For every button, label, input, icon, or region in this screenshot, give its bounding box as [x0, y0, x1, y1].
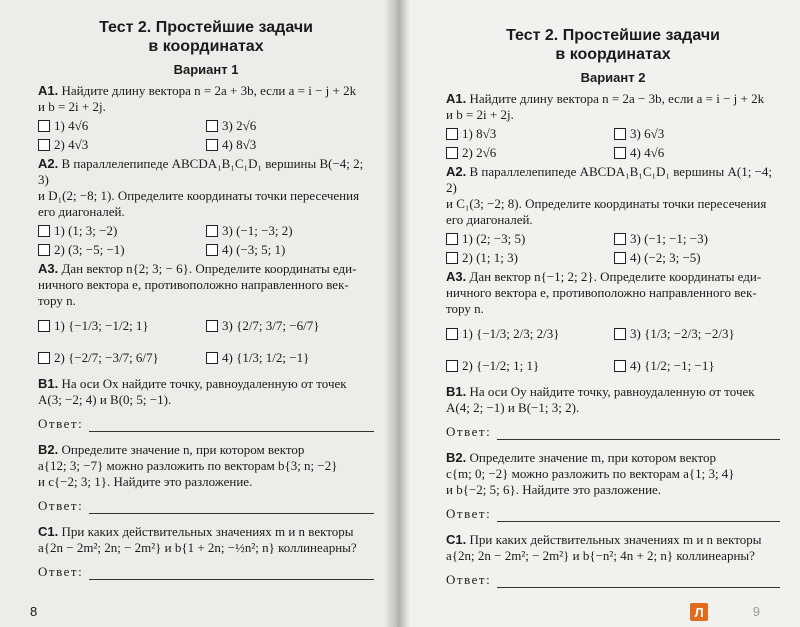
page-title: Тест 2. Простейшие задачи в координатах [506, 27, 720, 63]
task-a3 [38, 261, 374, 373]
answer-option[interactable]: 3) {2/7; 3/7; −6/7} [206, 311, 374, 341]
task-text: Найдите длину вектора n = 2a − 3b, если a = i − j + 2k [469, 91, 765, 106]
answer-option[interactable]: 4) 8√3 [206, 136, 374, 153]
task-text: В параллелепипеде ABCDA₁B₁C₁D₁ вершины B(−4; 2; 3) [38, 156, 364, 187]
answer-field[interactable]: Ответ: [446, 506, 780, 522]
task-text: ничного вектора e, противоположно направленного век- [38, 277, 349, 292]
task-label: A2. [446, 164, 467, 179]
checkbox[interactable] [446, 128, 458, 140]
task-text: c{m; 0; −2} можно разложить по векторам a{1; 3; 4} [446, 466, 735, 481]
task-label: A3. [38, 261, 59, 276]
task-label: A1. [446, 91, 467, 106]
checkbox[interactable] [38, 352, 50, 364]
variant-heading: Вариант 2 [580, 70, 646, 85]
checkbox[interactable] [38, 139, 50, 151]
task-label: B1. [446, 384, 467, 399]
book-gutter [384, 0, 410, 627]
answer-option[interactable]: 2) (3; −5; −1) [38, 241, 206, 258]
answer-option[interactable]: 2) (1; 1; 3) [446, 249, 614, 266]
task-text: A(4; 2; −1) и B(−1; 3; 2). [446, 400, 580, 415]
answer-option[interactable]: 2) 4√3 [38, 136, 206, 153]
left-page [0, 0, 396, 627]
task-b2 [446, 450, 780, 522]
page-number: 8 [30, 604, 38, 619]
task-text: и c{−2; 3; 1}. Найдите это разложение. [38, 474, 253, 489]
answer-option[interactable]: 4) (−3; 5; 1) [206, 241, 374, 258]
task-text: Дан вектор n{2; 3; − 6}. Определите координаты еди- [61, 261, 357, 276]
task-b1 [446, 384, 780, 440]
task-text: его диагоналей. [446, 212, 533, 227]
task-b2 [38, 442, 374, 514]
task-label: C1. [38, 524, 59, 539]
answer-option[interactable]: 1) {−1/3; 2/3; 2/3} [446, 319, 614, 349]
variant-heading: Вариант 1 [173, 62, 239, 77]
task-label: C1. [446, 532, 467, 547]
answer-option[interactable]: 1) 4√6 [38, 117, 206, 134]
checkbox[interactable] [446, 147, 458, 159]
answer-option[interactable]: 4) {1/3; 1/2; −1} [206, 343, 374, 373]
task-label: A3. [446, 269, 467, 284]
task-text: Определите значение n, при котором вектор [61, 442, 305, 457]
checkbox[interactable] [38, 244, 50, 256]
answer-field[interactable]: Ответ: [38, 498, 374, 514]
task-text: При каких действительных значениях m и n векторы [61, 524, 354, 539]
answer-option[interactable]: 2) 2√6 [446, 144, 614, 161]
checkbox[interactable] [446, 233, 458, 245]
task-text: a{2n; 2n − 2m²; − 2m²} и b{−n²; 4n + 2; n} коллинеарны? [446, 548, 755, 563]
answer-option[interactable]: 1) (1; 3; −2) [38, 222, 206, 239]
right-page [396, 0, 800, 627]
checkbox[interactable] [446, 328, 458, 340]
answer-field[interactable]: Ответ: [446, 424, 780, 440]
task-a2 [446, 164, 780, 266]
task-text: В параллелепипеде ABCDA₁B₁C₁D₁ вершины A(1; −4; 2) [446, 164, 773, 195]
task-label: B2. [446, 450, 467, 465]
answer-option[interactable]: 3) {1/3; −2/3; −2/3} [614, 319, 780, 349]
answer-option[interactable]: 3) 6√3 [614, 125, 780, 142]
answer-option[interactable]: 4) (−2; 3; −5) [614, 249, 780, 266]
page-title: Тест 2. Простейшие задачи в координатах [99, 19, 313, 55]
answer-option[interactable]: 1) (2; −3; 5) [446, 230, 614, 247]
answer-option[interactable]: 4) 4√6 [614, 144, 780, 161]
task-text: и b = 2i + 2j. [446, 107, 514, 122]
publisher-logo-icon: Л [690, 603, 708, 621]
task-text: и b = 2i + 2j. [38, 99, 106, 114]
task-label: A2. [38, 156, 59, 171]
answer-field[interactable]: Ответ: [38, 564, 374, 580]
task-text: его диагоналей. [38, 204, 125, 219]
task-a2 [38, 156, 374, 258]
answer-line[interactable] [497, 509, 780, 522]
checkbox[interactable] [614, 147, 626, 159]
checkbox[interactable] [614, 252, 626, 264]
task-text: При каких действительных значениях m и n векторы [469, 532, 762, 547]
task-text: Дан вектор n{−1; 2; 2}. Определите координаты еди- [469, 269, 762, 284]
task-text: и C₁(3; −2; 8). Определите координаты точки пересечения [446, 196, 767, 211]
checkbox[interactable] [446, 252, 458, 264]
task-a1 [446, 91, 780, 161]
answer-option[interactable]: 4) {1/2; −1; −1} [614, 351, 780, 381]
checkbox[interactable] [614, 328, 626, 340]
task-text: A(3; −2; 4) и B(0; 5; −1). [38, 392, 172, 407]
answer-line[interactable] [89, 567, 374, 580]
answer-field[interactable]: Ответ: [38, 416, 374, 432]
checkbox[interactable] [38, 120, 50, 132]
answer-option[interactable]: 2) {−2/7; −3/7; 6/7} [38, 343, 206, 373]
task-text: a{12; 3; −7} можно разложить по векторам b{3; n; −2} [38, 458, 338, 473]
task-label: B2. [38, 442, 59, 457]
task-text: тору n. [38, 293, 76, 308]
answer-line[interactable] [89, 419, 374, 432]
checkbox[interactable] [614, 233, 626, 245]
task-label: B1. [38, 376, 59, 391]
answer-option[interactable]: 1) {−1/3; −1/2; 1} [38, 311, 206, 341]
answer-field[interactable]: Ответ: [446, 572, 780, 588]
answer-option[interactable]: 2) {−1/2; 1; 1} [446, 351, 614, 381]
checkbox[interactable] [206, 225, 218, 237]
checkbox[interactable] [38, 320, 50, 332]
answer-line[interactable] [497, 575, 780, 588]
task-a1 [38, 83, 374, 153]
answer-line[interactable] [497, 427, 780, 440]
task-c1 [446, 532, 780, 588]
task-c1 [38, 524, 374, 580]
task-label: A1. [38, 83, 59, 98]
answer-option[interactable]: 3) 2√6 [206, 117, 374, 134]
checkbox[interactable] [206, 244, 218, 256]
task-text: и b{−2; 5; 6}. Найдите это разложение. [446, 482, 662, 497]
checkbox[interactable] [206, 120, 218, 132]
task-text: ничного вектора e, противоположно направленного век- [446, 285, 757, 300]
task-text: a{2n − 2m²; 2n; − 2m²} и b{1 + 2n; −½n²; n} коллинеарны? [38, 540, 357, 555]
checkbox[interactable] [206, 320, 218, 332]
task-a3 [446, 269, 780, 381]
task-text: Определите значение m, при котором вектор [469, 450, 717, 465]
answer-option[interactable]: 3) (−1; −3; 2) [206, 222, 374, 239]
task-text: На оси Ox найдите точку, равноудаленную от точек [61, 376, 347, 391]
task-b1 [38, 376, 374, 432]
checkbox[interactable] [446, 360, 458, 372]
task-text: тору n. [446, 301, 484, 316]
answer-option[interactable]: 1) 8√3 [446, 125, 614, 142]
answer-line[interactable] [89, 501, 374, 514]
checkbox[interactable] [614, 128, 626, 140]
answer-option[interactable]: 3) (−1; −1; −3) [614, 230, 780, 247]
task-text: На оси Oy найдите точку, равноудаленную от точек [469, 384, 755, 399]
checkbox[interactable] [206, 139, 218, 151]
checkbox[interactable] [206, 352, 218, 364]
checkbox[interactable] [614, 360, 626, 372]
task-text: и D₁(2; −8; 1). Определите координаты точки пересечения [38, 188, 360, 203]
task-text: Найдите длину вектора n = 2a + 3b, если a = i − j + 2k [61, 83, 357, 98]
page-number: 9 [752, 604, 760, 619]
checkbox[interactable] [38, 225, 50, 237]
